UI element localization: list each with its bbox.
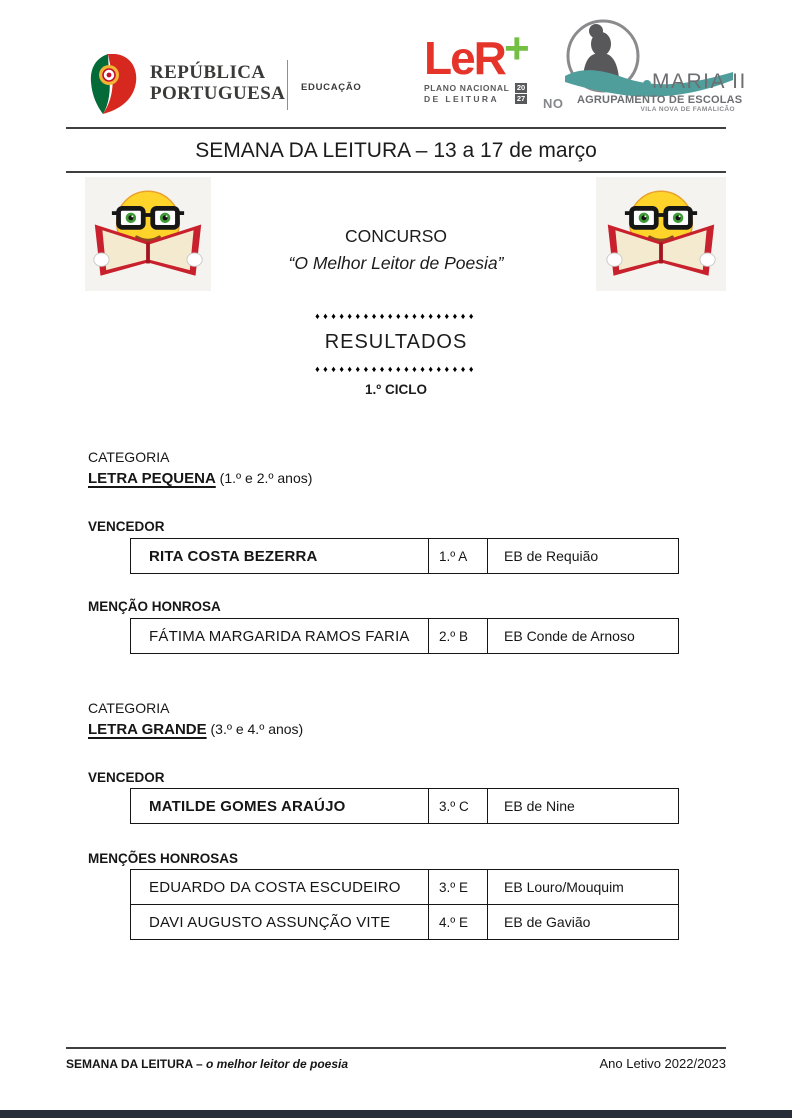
category-name-1-suffix: (1.º e 2.º anos) [215,470,313,486]
student-school: EB de Gavião [504,914,591,930]
student-class: 3.º C [429,789,488,823]
footer-school-year: Ano Letivo 2022/2023 [599,1056,726,1071]
republica-portuguesa-logo [150,62,285,104]
contest-title: CONCURSO [344,226,448,246]
maria-ii-name: MARIA II [652,70,747,93]
category-name-2-title: LETRA GRANDE [88,721,207,738]
winner-heading-2: VENCEDOR [88,770,165,785]
student-name: FÁTIMA MARGARIDA RAMOS FARIA [131,619,429,653]
table-row [131,789,678,823]
ler-subline2: DE LEITURA [424,93,499,104]
republica-line2: PORTUGUESA [150,83,286,104]
banner-bottom-rule [66,171,726,173]
student-class: 2.º B [429,619,488,653]
ler-subline1: PLANO NACIONAL [424,82,510,93]
ministry-label: EDUCAÇÃO [301,82,362,93]
winner-heading-1: VENCEDOR [88,519,165,534]
category-label-1: CATEGORIA [88,449,170,465]
mention-table-letra-grande [130,869,679,940]
student-name: DAVI AUGUSTO ASSUNÇÃO VITE [131,905,429,939]
header-divider [287,60,288,110]
banner-title: SEMANA DA LEITURA – 13 a 17 de março [195,139,597,162]
table-row [131,904,678,939]
category-name-1-title: LETRA PEQUENA [88,470,216,487]
footer-left-text [66,1057,348,1071]
diamond-separator-top: ♦♦♦♦♦♦♦♦♦♦♦♦♦♦♦♦♦♦♦♦ [315,311,477,321]
student-school: EB de Nine [504,798,575,814]
category-label-2: CATEGORIA [88,700,170,716]
student-school: EB de Requião [504,548,599,564]
student-class: 3.º E [429,870,488,904]
ler-year-box-bottom: 27 [516,93,526,103]
footer-rule [66,1047,726,1049]
student-school: EB Conde de Arnoso [504,628,635,644]
student-class: 1.º A [429,539,488,573]
no-connector-label: NO [543,96,564,111]
ler-year-box-top: 20 [516,82,526,92]
bottom-color-bar [0,1110,792,1118]
cycle-label: 1.º CICLO [365,382,427,397]
category-name-2 [88,721,303,738]
student-class: 4.º E [429,905,488,939]
student-name: RITA COSTA BEZERRA [131,539,429,573]
maria-ii-location: VILA NOVA DE FAMALICÃO [640,106,735,113]
footer-left-italic: o melhor leitor de poesia [202,1057,349,1071]
ler-logo [424,24,564,104]
student-name: MATILDE GOMES ARAÚJO [131,789,429,823]
mention-heading-2: MENÇÕES HONROSAS [88,851,239,866]
student-name: EDUARDO DA COSTA ESCUDEIRO [131,870,429,904]
diamond-separator-bottom: ♦♦♦♦♦♦♦♦♦♦♦♦♦♦♦♦♦♦♦♦ [315,364,477,374]
results-title: RESULTADOS [324,331,468,353]
table-row [131,619,678,653]
maria-ii-org: AGRUPAMENTO DE ESCOLAS [577,94,743,106]
contest-subtitle: “O Melhor Leitor de Poesia” [288,253,504,273]
banner-top-rule [66,127,726,129]
mention-table-letra-pequena [130,618,679,654]
table-row [131,539,678,573]
ler-plus-icon: + [504,24,530,73]
winner-table-letra-grande [130,788,679,824]
republica-line1: REPÚBLICA [150,62,266,83]
table-row [131,870,678,904]
footer [66,1056,726,1071]
mention-heading-1: MENÇÃO HONROSA [88,599,221,614]
category-name-1 [88,470,312,487]
student-school: EB Louro/Mouquim [504,879,624,895]
category-name-2-suffix: (3.º e 4.º anos) [206,721,304,737]
portugal-flag-icon [88,54,140,114]
ler-logo-text: LeR [424,32,505,84]
winner-table-letra-pequena [130,538,679,574]
footer-left-bold: SEMANA DA LEITURA – [66,1057,203,1071]
